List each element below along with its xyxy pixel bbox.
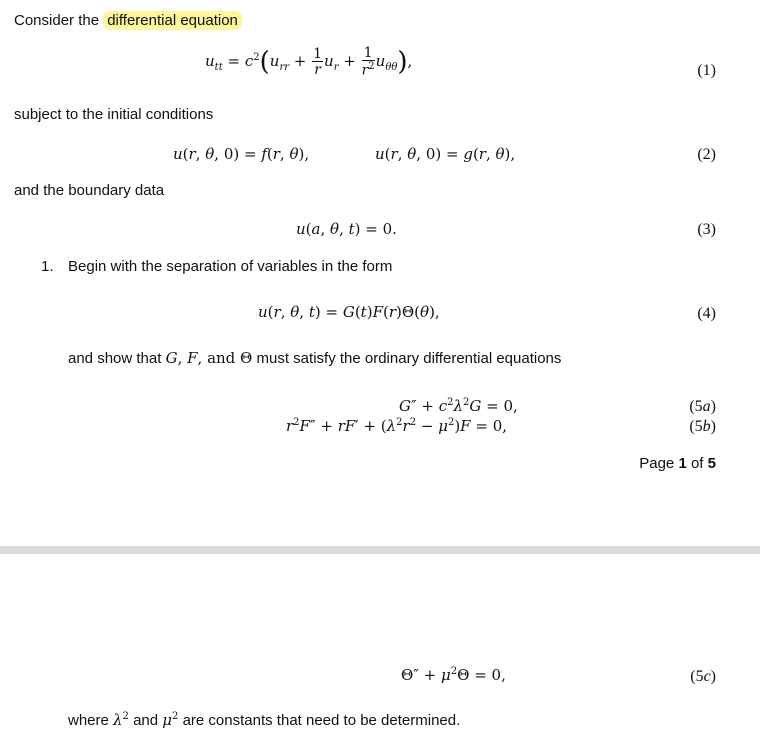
equation-5a: $G'' + c^2\lambda^2G = 0$,: [399, 397, 518, 415]
equation-5b-number: (5b): [689, 418, 716, 435]
list-item-1: [41, 258, 393, 275]
equation-1: $u_{tt} = c^2(u_{rr}$ + $\frac{1}{r}$ $u_r$ + $\frac{1}{r^2}$ $u_{\theta\theta}$),: [205, 45, 413, 79]
highlighted-text[interactable]: differential equation: [103, 11, 242, 30]
where-prefix: where: [68, 712, 114, 729]
where-suffix: are constants that need to be determined.: [178, 712, 461, 729]
equation-2-number: (2): [697, 146, 716, 163]
page-total: 5: [707, 455, 716, 472]
equation-5a-number: (5a): [689, 398, 716, 415]
equation-3: u(a, θ, t) = 0.: [296, 220, 397, 238]
lambda-squared: $\lambda^2$: [113, 711, 129, 729]
list-item-number: 1.: [41, 258, 54, 275]
equation-4-number: (4): [697, 305, 716, 322]
intro-paragraph: [14, 12, 242, 29]
list-item-text: Begin with the separation of variables in the form: [68, 258, 393, 275]
equation-5b: $r^2F'' + rF' + (\lambda^2r^2 - \mu^2)F = 0$,: [286, 417, 508, 435]
equation-1-number: (1): [697, 62, 716, 79]
equation-2-right: u(r, θ, 0) = g(r, θ),: [375, 145, 516, 163]
page-separator: [0, 546, 760, 554]
page-current: 1: [678, 455, 687, 472]
equation-2-left: u(r, θ, 0) = f(r, θ),: [173, 145, 310, 163]
document-page-2: [0, 554, 760, 742]
page-of: of: [690, 455, 704, 472]
page-number: [639, 455, 716, 472]
boundary-paragraph: and the boundary data: [14, 182, 165, 199]
equation-3-number: (3): [697, 221, 716, 238]
mu-squared: $\mu^2$: [162, 711, 179, 729]
equation-5c-number: (5c): [690, 668, 716, 685]
show-text-suffix: must satisfy the ordinary differential equations: [252, 350, 562, 367]
where-mid: and: [128, 712, 163, 729]
equation-4: u(r, θ, t) = G(t)F(r)Θ(θ),: [258, 303, 440, 321]
show-paragraph: [68, 349, 561, 367]
where-paragraph: [68, 711, 460, 729]
show-text-prefix: and show that: [68, 350, 166, 367]
equation-5c: $\Theta'' + \mu^2\Theta = 0$,: [401, 666, 506, 684]
subject-paragraph: subject to the initial conditions: [14, 106, 214, 123]
show-symbols: G, F, and Θ: [165, 349, 253, 367]
intro-prefix: Consider the: [14, 12, 104, 29]
page-label: Page: [639, 455, 675, 472]
